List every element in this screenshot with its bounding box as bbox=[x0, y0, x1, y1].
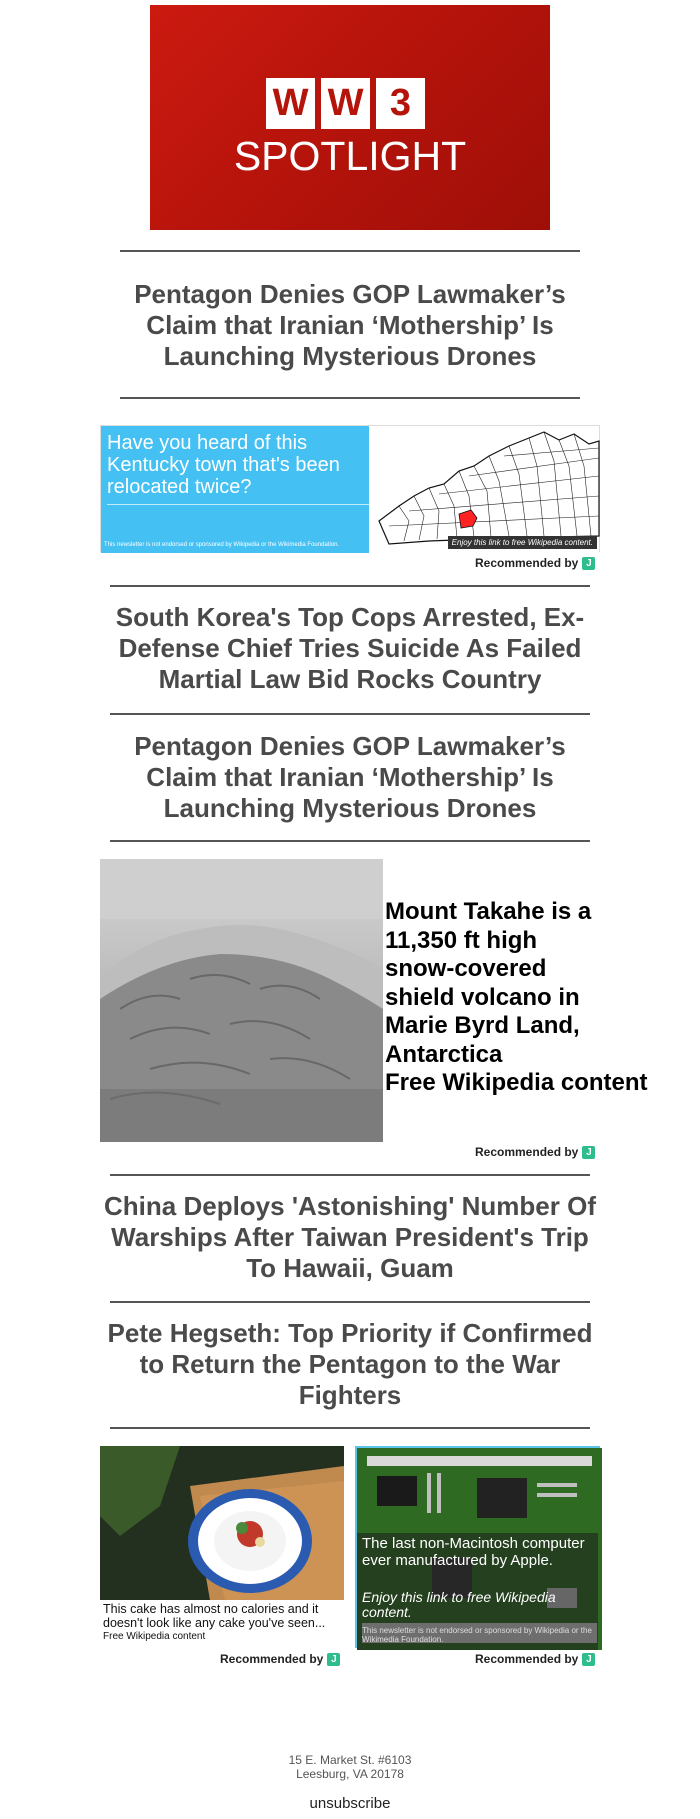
cake-source: Free Wikipedia content bbox=[103, 1631, 206, 1642]
jeeng-badge-icon: J bbox=[582, 1146, 595, 1159]
mount-takahe-image[interactable] bbox=[100, 859, 383, 1142]
divider bbox=[110, 585, 590, 587]
mount-takahe-text[interactable] bbox=[385, 898, 648, 1098]
recommended-by-label: Recommended by bbox=[475, 1652, 579, 1666]
address-line-2: Leesburg, VA 20178 bbox=[296, 1767, 404, 1781]
apple-computer-ad[interactable] bbox=[355, 1446, 600, 1648]
logo-box-3: 3 bbox=[376, 78, 425, 129]
recommended-by-4[interactable] bbox=[475, 1652, 595, 1666]
recommended-by-label: Recommended by bbox=[220, 1652, 324, 1666]
ad-kentucky-town[interactable] bbox=[100, 425, 600, 552]
recommended-by-3[interactable] bbox=[220, 1652, 340, 1666]
recommended-by-label: Recommended by bbox=[475, 556, 579, 570]
ad-disclaimer: This newsletter is not endorsed or sponsored by Wikipedia or the Wikimedia Foundation. bbox=[104, 542, 340, 548]
headline-2[interactable]: South Korea's Top Cops Arrested, Ex-Defense Chief Tries Suicide As Failed Martial Law Bid Rocks Country bbox=[115, 602, 585, 694]
divider bbox=[110, 840, 590, 842]
mount-takahe-photo bbox=[100, 859, 383, 1142]
recommended-by-label: Recommended by bbox=[475, 1145, 579, 1159]
logo-box-w2: W bbox=[321, 78, 370, 129]
cake-caption[interactable]: This cake has almost no calories and it doesn't look like any cake you've seen... bbox=[103, 1602, 326, 1630]
footer-address bbox=[0, 1753, 700, 1781]
kentucky-map-image bbox=[369, 426, 599, 553]
ww3-spotlight-logo[interactable] bbox=[150, 5, 550, 230]
logo-tagline: SPOTLIGHT bbox=[233, 133, 467, 179]
ad-divider bbox=[107, 504, 372, 505]
divider bbox=[110, 1174, 590, 1176]
headline-4[interactable]: China Deploys 'Astonishing' Number Of Warships After Taiwan President's Trip To Hawaii, Guam bbox=[104, 1191, 596, 1283]
logo-box-w1: W bbox=[266, 78, 315, 129]
divider bbox=[120, 250, 580, 252]
takahe-source: Free Wikipedia content bbox=[385, 1069, 648, 1096]
mac-ad-enjoy: Enjoy this link to free Wikipedia content. bbox=[362, 1589, 556, 1620]
recommended-by-1[interactable] bbox=[475, 556, 595, 570]
jeeng-badge-icon: J bbox=[327, 1653, 340, 1666]
cake-image[interactable] bbox=[100, 1446, 344, 1600]
divider bbox=[110, 713, 590, 715]
headline-1[interactable]: Pentagon Denies GOP Lawmaker’s Claim that Iranian ‘Mothership’ Is Launching Mysterious Drones bbox=[134, 279, 566, 371]
mac-ad-disclaimer: This newsletter is not endorsed or sponsored by Wikipedia or the Wikimedia Foundation. bbox=[362, 1626, 592, 1644]
ad-enjoy-label: Enjoy this link to free Wikipedia content. bbox=[448, 536, 597, 549]
ad-kentucky-text: Have you heard of this Kentucky town that's been relocated twice? bbox=[107, 432, 340, 498]
jeeng-badge-icon: J bbox=[582, 557, 595, 570]
headline-3[interactable]: Pentagon Denies GOP Lawmaker’s Claim that Iranian ‘Mothership’ Is Launching Mysterious Drones bbox=[134, 731, 566, 823]
mac-ad-title: The last non-Macintosh computer ever manufactured by Apple. bbox=[362, 1535, 585, 1569]
recommended-by-2[interactable] bbox=[475, 1145, 595, 1159]
jeeng-badge-icon: J bbox=[582, 1653, 595, 1666]
address-line-1: 15 E. Market St. #6103 bbox=[288, 1753, 412, 1767]
divider bbox=[110, 1301, 590, 1303]
headline-5[interactable]: Pete Hegseth: Top Priority if Confirmed to Return the Pentagon to the War Fighters bbox=[107, 1318, 593, 1410]
takahe-headline: Mount Takahe is a 11,350 ft high snow-covered shield volcano in Marie Byrd Land, Antarctica bbox=[385, 898, 592, 1068]
cake-photo bbox=[100, 1446, 344, 1600]
divider bbox=[120, 397, 580, 399]
divider bbox=[110, 1427, 590, 1429]
unsubscribe-link[interactable]: unsubscribe bbox=[309, 1795, 391, 1812]
